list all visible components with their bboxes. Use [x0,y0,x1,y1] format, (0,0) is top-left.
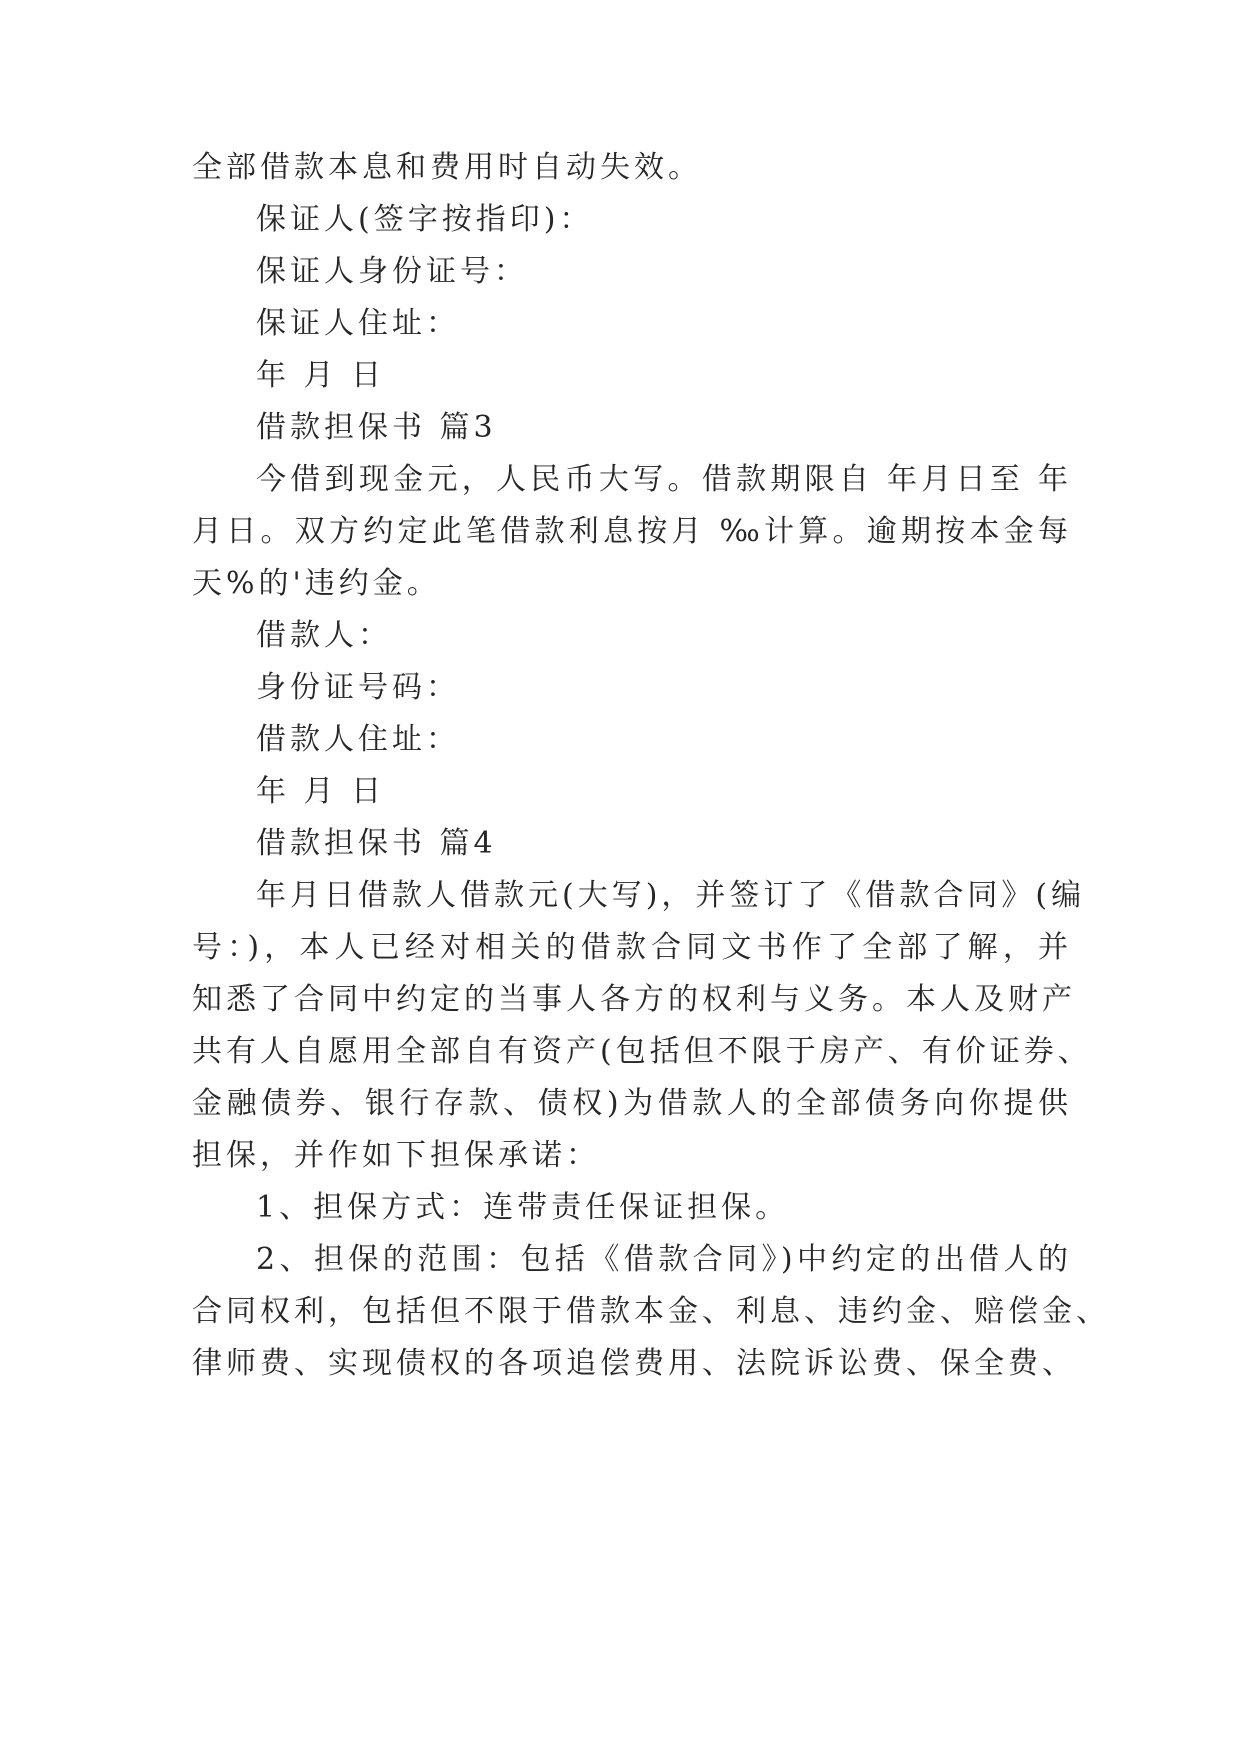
text-line: 共有人自愿用全部自有资产(包括但不限于房产、有价证券、 [192,1034,1092,1069]
text-line: 律师费、实现债权的各项追偿费用、法院诉讼费、保全费、 [192,1346,1076,1381]
text-line: 担保，并作如下担保承诺： [192,1138,600,1173]
section-heading: 借款担保书 篇3 [256,410,497,445]
text-line: 全部借款本息和费用时自动失效。 [192,150,702,185]
text-line: 借款人住址： [256,722,460,757]
text-line: 合同权利，包括但不限于借款本金、利息、违约金、赔偿金、 [192,1294,1110,1329]
text-line: 年 月 日 [256,358,386,393]
text-line: 借款人： [256,618,392,653]
text-line: 今借到现金元，人民币大写。借款期限自 年月日至 年 [256,462,1072,497]
text-line: 保证人住址： [256,306,460,341]
text-line: 保证人(签字按指印)： [256,202,594,237]
text-line: 1、担保方式：连带责任保证担保。 [256,1190,790,1225]
text-line: 身份证号码： [256,670,460,705]
text-line: 知悉了合同中约定的当事人各方的权利与义务。本人及财产 [192,982,1076,1017]
text-line: 号：)，本人已经对相关的借款合同文书作了全部了解，并 [192,930,1072,965]
text-line: 天%的'违约金。 [192,566,441,601]
text-line: 保证人身份证号： [256,254,528,289]
section-heading: 借款担保书 篇4 [256,826,497,861]
text-line: 年月日借款人借款元(大写)，并签订了《借款合同》(编 [256,878,1086,913]
text-line: 2、担保的范围：包括《借款合同》)中约定的出借人的 [256,1242,1072,1277]
text-line: 年 月 日 [256,774,386,809]
text-line: 金融债券、银行存款、债权)为借款人的全部债务向你提供 [192,1086,1072,1121]
text-line: 月日。双方约定此笔借款利息按月 ‰计算。逾期按本金每 [192,514,1072,549]
